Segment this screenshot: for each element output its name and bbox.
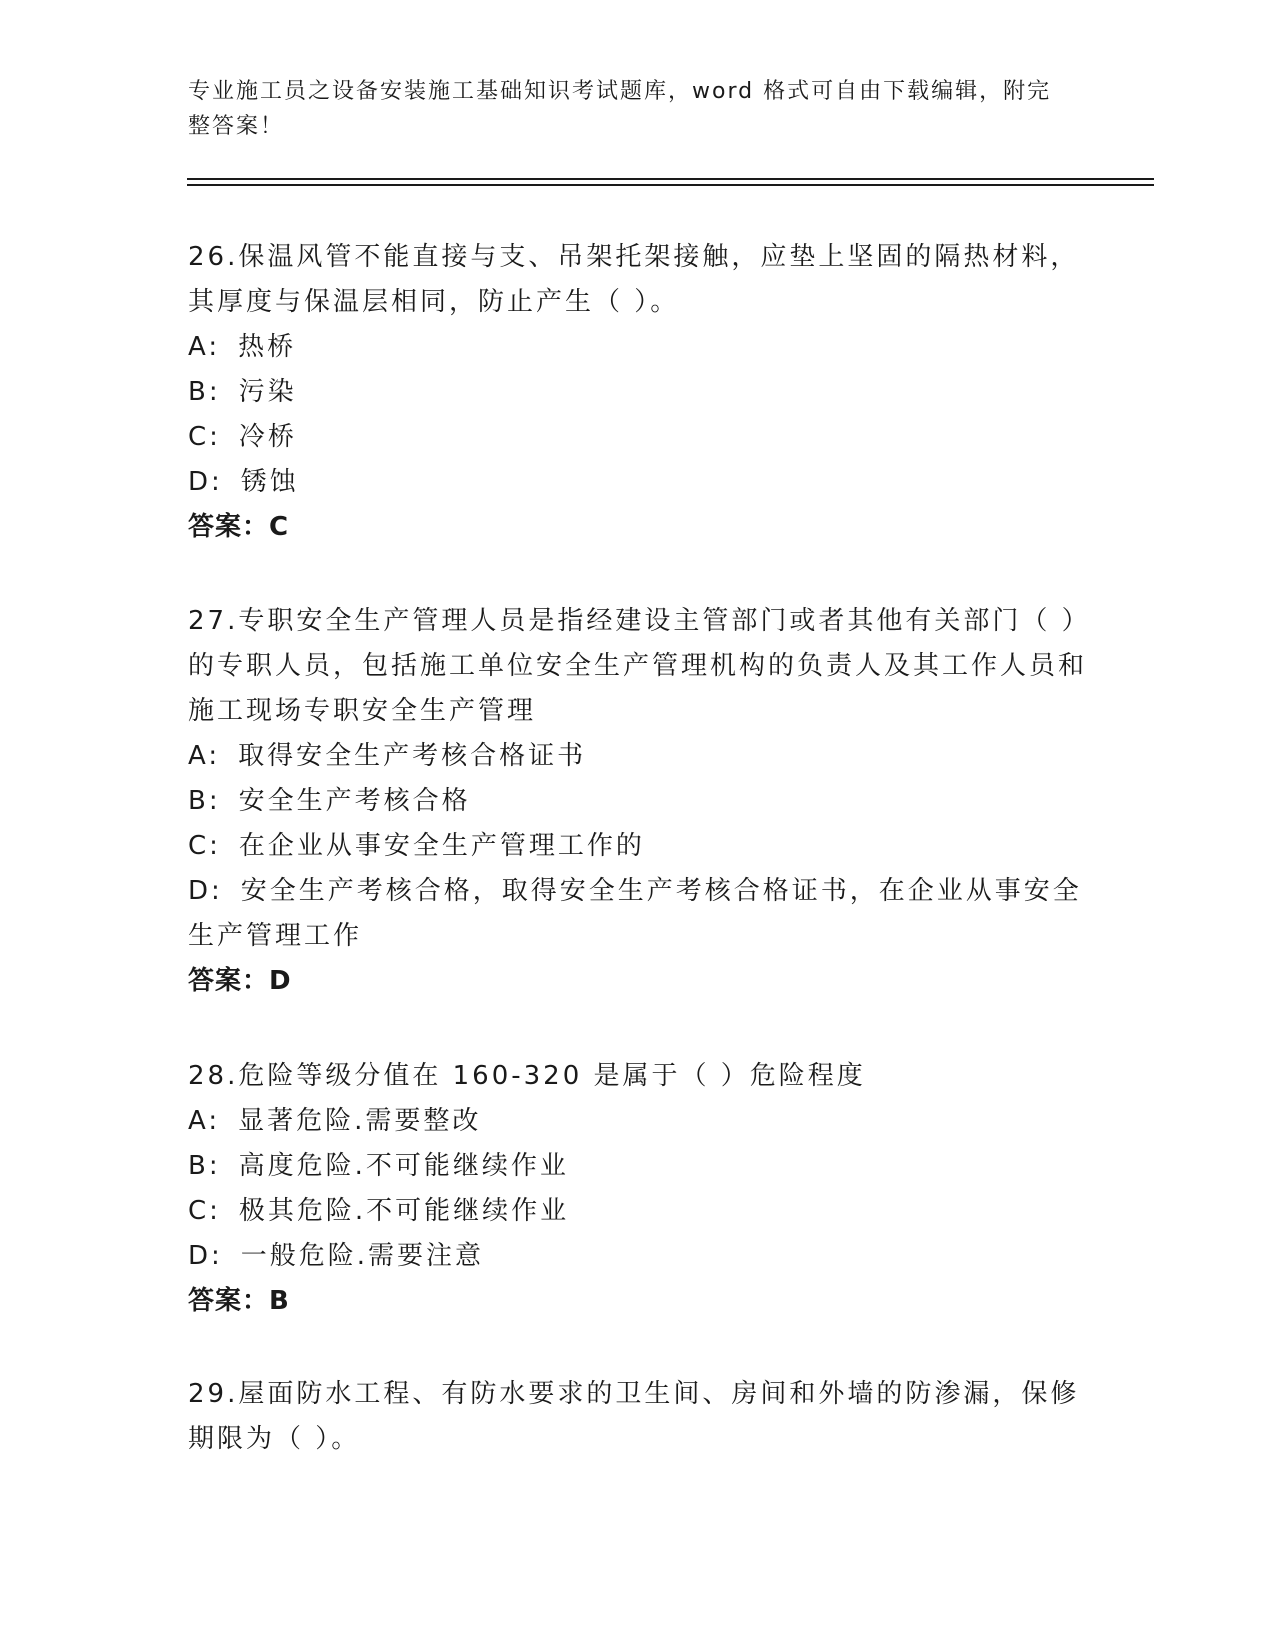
option-a <box>188 1099 1088 1144</box>
option-letter: C: <box>188 422 221 452</box>
question-stem: 专职安全生产管理人员是指经建设主管部门或者其他有关部门（ ）的专职人员，包括施工单位安全生产管理机构的负责人及其工作人员和施工现场专职安全生产管理 <box>188 606 1088 726</box>
option-a <box>188 734 1088 779</box>
option-letter: A: <box>188 1106 221 1136</box>
option-c <box>188 1189 1088 1234</box>
option-b <box>188 1144 1088 1189</box>
question-stem: 屋面防水工程、有防水要求的卫生间、房间和外墙的防渗漏，保修期限为（ ）。 <box>188 1379 1080 1454</box>
answer-label: 答案：C <box>188 512 290 542</box>
answer-label: 答案：D <box>188 966 292 996</box>
option-b <box>188 370 1088 415</box>
option-text: 取得安全生产考核合格证书 <box>238 741 587 771</box>
question-26 <box>188 235 1088 550</box>
option-letter: B: <box>188 377 221 407</box>
option-b <box>188 779 1088 824</box>
option-a <box>188 325 1088 370</box>
question-number: 28. <box>188 1061 239 1091</box>
option-text: 一般危险.需要注意 <box>240 1241 485 1271</box>
option-c <box>188 415 1088 460</box>
option-text: 热桥 <box>238 332 297 362</box>
question-28 <box>188 1054 1088 1324</box>
question-number: 26. <box>188 242 239 272</box>
question-number: 27. <box>188 606 239 636</box>
header-divider-top <box>187 178 1154 180</box>
option-letter: B: <box>188 1151 221 1181</box>
option-letter: D: <box>188 467 223 497</box>
option-d <box>188 869 1088 959</box>
question-27 <box>188 599 1088 1004</box>
option-letter: D: <box>188 1241 223 1271</box>
option-text: 显著危险.需要整改 <box>238 1106 482 1136</box>
option-letter: C: <box>188 1196 221 1226</box>
option-letter: A: <box>188 741 221 771</box>
option-text: 安全生产考核合格 <box>238 786 471 816</box>
option-d <box>188 1234 1088 1279</box>
question-number: 29. <box>188 1379 239 1409</box>
option-letter: D: <box>188 876 223 906</box>
question-text <box>188 1054 1088 1099</box>
option-letter: A: <box>188 332 221 362</box>
option-letter: C: <box>188 831 221 861</box>
option-list <box>188 1099 1088 1279</box>
question-stem: 保温风管不能直接与支、吊架托架接触，应垫上坚固的隔热材料，其厚度与保温层相同，防止产生（ ）。 <box>188 242 1080 317</box>
option-list <box>188 325 1088 505</box>
option-text: 锈蚀 <box>240 467 299 497</box>
option-text: 污染 <box>238 377 297 407</box>
question-stem: 危险等级分值在 160-320 是属于（ ）危险程度 <box>238 1061 866 1091</box>
option-text: 极其危险.不可能继续作业 <box>238 1196 570 1226</box>
option-text: 安全生产考核合格，取得安全生产考核合格证书，在企业从事安全生产管理工作 <box>188 876 1082 951</box>
option-text: 高度危险.不可能继续作业 <box>238 1151 569 1181</box>
option-c <box>188 824 1088 869</box>
document-header: 专业施工员之设备安装施工基础知识考试题库，word 格式可自由下载编辑，附完整答案！ <box>188 79 1052 139</box>
question-29 <box>188 1372 1088 1462</box>
question-text <box>188 235 1088 325</box>
option-list <box>188 734 1088 959</box>
header-divider-bottom <box>187 184 1154 186</box>
question-text <box>188 599 1088 734</box>
option-text: 冷桥 <box>238 422 297 452</box>
question-text <box>188 1372 1088 1462</box>
option-text: 在企业从事安全生产管理工作的 <box>238 831 645 861</box>
option-letter: B: <box>188 786 221 816</box>
answer-label: 答案：B <box>188 1286 290 1316</box>
option-d <box>188 460 1088 505</box>
